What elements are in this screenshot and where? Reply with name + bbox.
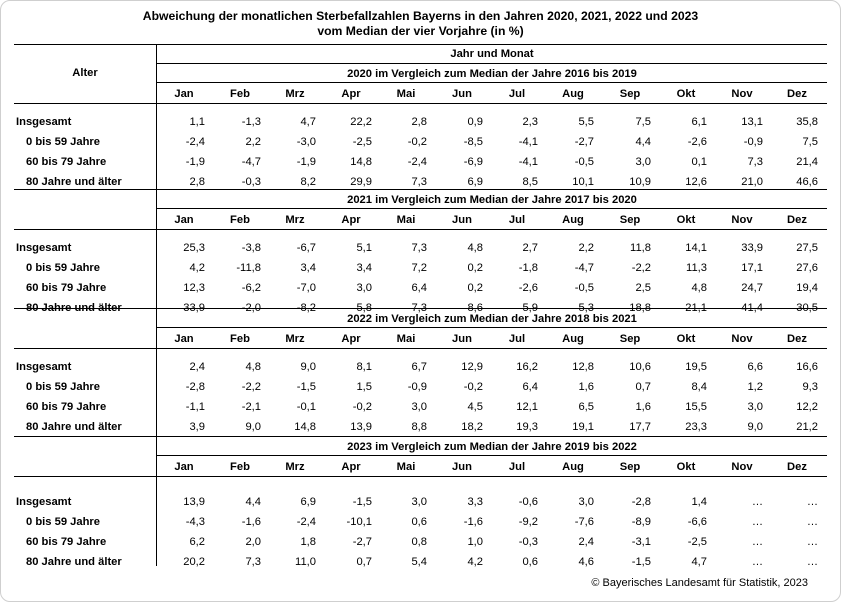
table-cell: 2,7	[522, 242, 538, 254]
table-cell: 0,7	[356, 556, 372, 568]
month-header: Jun	[452, 214, 472, 226]
section-rule	[14, 436, 827, 437]
row-label-age-group: 0 bis 59 Jahre	[26, 136, 101, 148]
table-cell: 0,9	[467, 116, 483, 128]
row-label-age-group: 80 Jahre und älter	[26, 556, 122, 568]
table-cell: …	[806, 536, 818, 548]
month-header: Dez	[787, 88, 807, 100]
table-cell: 4,7	[691, 556, 707, 568]
table-cell: 7,2	[411, 262, 427, 274]
table-cell: -1,5	[296, 381, 316, 393]
table-cell: 2,4	[578, 536, 594, 548]
table-cell: -1,9	[296, 156, 316, 168]
table-cell: -6,7	[296, 242, 316, 254]
table-cell: -0,1	[296, 401, 316, 413]
row-label-insgesamt: Insgesamt	[16, 116, 72, 128]
table-cell: 9,3	[802, 381, 818, 393]
month-header: Nov	[731, 214, 753, 226]
month-header: Mrz	[285, 88, 305, 100]
table-cell: 12,6	[685, 176, 707, 188]
table-cell: 27,5	[796, 242, 818, 254]
table-cell: 9,0	[747, 421, 763, 433]
month-header: Aug	[562, 461, 584, 473]
month-header: Sep	[619, 461, 641, 473]
table-cell: -2,8	[185, 381, 205, 393]
table-cell: 5,1	[356, 242, 372, 254]
table-cell: 8,8	[411, 421, 427, 433]
table-cell: …	[751, 516, 763, 528]
table-cell: 12,3	[183, 282, 205, 294]
table-cell: 7,3	[245, 556, 261, 568]
table-cell: -2,5	[352, 136, 372, 148]
month-header: Jun	[452, 88, 472, 100]
table-cell: 1,6	[578, 381, 594, 393]
table-cell: -11,8	[236, 262, 261, 274]
table-cell: 13,9	[350, 421, 372, 433]
month-rule	[14, 348, 827, 349]
table-cell: 5,4	[411, 556, 427, 568]
table-cell: 41,4	[741, 302, 763, 314]
table-cell: 8,2	[300, 176, 316, 188]
table-cell: 7,3	[747, 156, 763, 168]
table-cell: 6,7	[411, 361, 427, 373]
table-cell: 1,4	[691, 496, 707, 508]
table-cell: -3,1	[631, 536, 651, 548]
table-cell: 2,8	[411, 116, 427, 128]
table-cell: -4,1	[518, 156, 538, 168]
table-cell: 4,4	[245, 496, 261, 508]
table-cell: -4,1	[518, 136, 538, 148]
table-cell: -6,9	[463, 156, 483, 168]
month-header: Okt	[676, 461, 696, 473]
table-cell: 3,9	[189, 421, 205, 433]
table-cell: 7,3	[411, 176, 427, 188]
table-cell: 3,3	[467, 496, 483, 508]
table-cell: 18,8	[629, 302, 651, 314]
table-cell: -1,6	[241, 516, 261, 528]
table-cell: 2,4	[189, 361, 205, 373]
table-cell: -2,7	[352, 536, 372, 548]
table-cell: 25,3	[183, 242, 205, 254]
table-cell: -2,7	[574, 136, 594, 148]
table-cell: -2,5	[687, 536, 707, 548]
table-cell: 17,7	[629, 421, 651, 433]
table-cell: -2,2	[631, 262, 651, 274]
table-cell: -2,4	[185, 136, 205, 148]
table-cell: 10,1	[572, 176, 594, 188]
table-cell: -2,6	[687, 136, 707, 148]
table-cell: 15,5	[685, 401, 707, 413]
table-cell: 7,5	[802, 136, 818, 148]
row-label-insgesamt: Insgesamt	[16, 242, 72, 254]
table-cell: -2,1	[241, 401, 261, 413]
table-cell: 14,8	[294, 421, 316, 433]
table-cell: 0,2	[467, 282, 483, 294]
table-cell: 12,8	[572, 361, 594, 373]
month-header: Jan	[174, 214, 194, 226]
table-cell: -2,0	[241, 302, 261, 314]
table-cell: 12,2	[796, 401, 818, 413]
table-cell: -2,8	[631, 496, 651, 508]
table-cell: 33,9	[183, 302, 205, 314]
table-cell: 21,2	[796, 421, 818, 433]
month-header: Jul	[508, 88, 526, 100]
table-cell: 5,5	[578, 116, 594, 128]
table-cell: 2,2	[245, 136, 261, 148]
jahr-und-monat-header: Jahr und Monat	[450, 48, 534, 60]
table-cell: -6,6	[687, 516, 707, 528]
month-header: Aug	[562, 214, 584, 226]
month-header: Jan	[174, 333, 194, 345]
table-cell: -0,9	[407, 381, 427, 393]
table-cell: 6,9	[467, 176, 483, 188]
table-cell: 6,5	[578, 401, 594, 413]
table-cell: -7,0	[296, 282, 316, 294]
table-cell: 29,9	[350, 176, 372, 188]
jahr-monat-rule	[157, 63, 827, 64]
month-header: Nov	[731, 333, 753, 345]
table-cell: 8,4	[691, 381, 707, 393]
month-header: Apr	[341, 461, 361, 473]
table-cell: -6,2	[241, 282, 261, 294]
table-cell: 3,0	[578, 496, 594, 508]
table-cell: 0,1	[691, 156, 707, 168]
table-cell: 27,6	[796, 262, 818, 274]
table-cell: …	[751, 496, 763, 508]
month-header: Okt	[676, 333, 696, 345]
table-cell: 0,7	[635, 381, 651, 393]
table-cell: -0,5	[574, 282, 594, 294]
table-cell: 6,9	[300, 496, 316, 508]
table-cell: 6,2	[189, 536, 205, 548]
table-cell: …	[806, 516, 818, 528]
table-cell: 4,8	[691, 282, 707, 294]
table-cell: 24,7	[741, 282, 763, 294]
table-cell: -1,9	[185, 156, 205, 168]
table-cell: -4,3	[185, 516, 205, 528]
table-cell: 4,7	[300, 116, 316, 128]
month-header: Mai	[396, 333, 416, 345]
table-cell: -0,9	[743, 136, 763, 148]
table-cell: 1,5	[356, 381, 372, 393]
alter-header: Alter	[72, 67, 98, 79]
copyright-notice: © Bayerisches Landesamt für Statistik, 2023	[591, 577, 808, 589]
table-cell: -1,3	[241, 116, 261, 128]
table-cell: 3,0	[747, 401, 763, 413]
table-cell: 0,2	[467, 262, 483, 274]
table-cell: -0,6	[518, 496, 538, 508]
row-label-age-group: 60 bis 79 Jahre	[26, 401, 107, 413]
table-cell: …	[806, 556, 818, 568]
table-cell: 1,6	[635, 401, 651, 413]
table-title: Abweichung der monatlichen Sterbefallzahlen Bayerns in den Jahren 2020, 2021, 2022 und 2023	[142, 9, 699, 23]
month-header: Nov	[731, 461, 753, 473]
table-cell: -0,2	[407, 136, 427, 148]
table-cell: -2,2	[241, 381, 261, 393]
month-header: Feb	[230, 333, 250, 345]
month-header: Apr	[341, 88, 361, 100]
table-cell: 5,8	[356, 302, 372, 314]
table-cell: -4,7	[241, 156, 261, 168]
table-cell: 19,3	[516, 421, 538, 433]
table-cell: -0,2	[352, 401, 372, 413]
row-label-age-group: 0 bis 59 Jahre	[26, 262, 101, 274]
table-cell: -3,8	[241, 242, 261, 254]
table-subtitle: vom Median der vier Vorjahre (in %)	[317, 24, 524, 38]
table-cell: 1,1	[189, 116, 205, 128]
table-cell: 3,0	[411, 401, 427, 413]
table-cell: 19,5	[685, 361, 707, 373]
table-cell: -4,7	[574, 262, 594, 274]
table-cell: 6,1	[691, 116, 707, 128]
top-rule	[14, 44, 827, 45]
table-cell: 3,4	[356, 262, 372, 274]
table-cell: 10,9	[629, 176, 651, 188]
table-cell: …	[751, 536, 763, 548]
month-header: Mai	[396, 88, 416, 100]
table-cell: 2,5	[635, 282, 651, 294]
table-cell: -0,5	[574, 156, 594, 168]
section-title: 2020 im Vergleich zum Median der Jahre 2016 bis 2019	[347, 68, 637, 80]
month-header: Dez	[787, 461, 807, 473]
table-cell: 9,0	[300, 361, 316, 373]
month-header: Okt	[676, 214, 696, 226]
month-header: Sep	[619, 214, 641, 226]
section-title: 2021 im Vergleich zum Median der Jahre 2017 bis 2020	[347, 194, 637, 206]
table-cell: 35,8	[796, 116, 818, 128]
row-label-age-group: 80 Jahre und älter	[26, 176, 122, 188]
table-cell: 14,1	[685, 242, 707, 254]
month-header: Feb	[230, 461, 250, 473]
table-cell: 14,8	[350, 156, 372, 168]
table-cell: 3,0	[356, 282, 372, 294]
table-cell: -1,1	[185, 401, 205, 413]
row-label-age-group: 60 bis 79 Jahre	[26, 282, 107, 294]
row-label-insgesamt: Insgesamt	[16, 361, 72, 373]
table-cell: -2,6	[518, 282, 538, 294]
table-cell: 2,2	[578, 242, 594, 254]
month-header: Jan	[174, 461, 194, 473]
table-cell: 8,6	[467, 302, 483, 314]
month-header: Mrz	[285, 461, 305, 473]
table-cell: 19,4	[796, 282, 818, 294]
month-header: Jan	[174, 88, 194, 100]
table-cell: 0,6	[411, 516, 427, 528]
month-header: Mrz	[285, 214, 305, 226]
table-cell: -8,5	[463, 136, 483, 148]
month-header: Dez	[787, 214, 807, 226]
row-label-age-group: 60 bis 79 Jahre	[26, 156, 107, 168]
table-cell: 6,6	[747, 361, 763, 373]
table-cell: 16,6	[796, 361, 818, 373]
month-header: Feb	[230, 88, 250, 100]
table-cell: 11,3	[686, 262, 707, 274]
month-header: Aug	[562, 88, 584, 100]
table-cell: 13,9	[183, 496, 205, 508]
month-header: Mrz	[285, 333, 305, 345]
table-cell: 12,9	[461, 361, 483, 373]
table-cell: 4,8	[467, 242, 483, 254]
table-cell: 9,0	[245, 421, 261, 433]
month-header: Dez	[787, 333, 807, 345]
month-rule	[14, 229, 827, 230]
table-cell: 7,3	[411, 302, 427, 314]
month-rule	[14, 476, 827, 477]
table-cell: 30,5	[796, 302, 818, 314]
row-label-age-group: 80 Jahre und älter	[26, 302, 122, 314]
table-cell: 4,4	[635, 136, 651, 148]
table-cell: 4,2	[467, 556, 483, 568]
section-title: 2023 im Vergleich zum Median der Jahre 2019 bis 2022	[347, 441, 637, 453]
table-cell: 12,1	[516, 401, 538, 413]
table-cell: -7,6	[574, 516, 594, 528]
table-cell: -1,8	[518, 262, 538, 274]
table-cell: 1,8	[300, 536, 316, 548]
section-rule	[14, 308, 827, 309]
month-header: Jun	[452, 333, 472, 345]
table-cell: 22,2	[350, 116, 372, 128]
table-cell: -1,5	[631, 556, 651, 568]
table-cell: 8,1	[356, 361, 372, 373]
row-label-age-group: 0 bis 59 Jahre	[26, 381, 101, 393]
table-cell: 11,8	[630, 242, 651, 254]
month-header: Mai	[396, 214, 416, 226]
table-cell: 21,0	[741, 176, 763, 188]
table-cell: 4,8	[245, 361, 261, 373]
table-cell: 2,3	[522, 116, 538, 128]
table-cell: 8,5	[522, 176, 538, 188]
table-cell: 4,2	[189, 262, 205, 274]
table-cell: -2,4	[407, 156, 427, 168]
table-cell: 10,6	[629, 361, 651, 373]
row-label-age-group: 0 bis 59 Jahre	[26, 516, 101, 528]
table-cell: 21,4	[796, 156, 818, 168]
label-column-divider	[156, 44, 157, 566]
section-title-rule	[157, 208, 827, 209]
table-cell: 1,0	[467, 536, 483, 548]
month-header: Apr	[341, 214, 361, 226]
table-cell: -1,5	[352, 496, 372, 508]
table-cell: 23,3	[685, 421, 707, 433]
month-header: Sep	[619, 88, 641, 100]
month-header: Feb	[230, 214, 250, 226]
month-header: Sep	[619, 333, 641, 345]
month-header: Apr	[341, 333, 361, 345]
table-cell: 18,2	[461, 421, 483, 433]
section-title-rule	[157, 82, 827, 83]
table-cell: 5,3	[578, 302, 594, 314]
table-cell: -0,3	[518, 536, 538, 548]
table-cell: -10,1	[346, 516, 372, 528]
table-cell: 3,0	[635, 156, 651, 168]
table-cell: 2,8	[189, 176, 205, 188]
table-cell: 16,2	[516, 361, 538, 373]
row-label-age-group: 80 Jahre und älter	[26, 421, 122, 433]
table-cell: 46,6	[796, 176, 818, 188]
month-rule	[14, 103, 827, 104]
table-cell: 6,4	[411, 282, 427, 294]
month-header: Aug	[562, 333, 584, 345]
table-cell: 4,6	[578, 556, 594, 568]
month-header: Mai	[396, 461, 416, 473]
table-cell: 0,8	[411, 536, 427, 548]
table-cell: -8,2	[296, 302, 316, 314]
table-cell: 7,3	[411, 242, 427, 254]
month-header: Nov	[731, 88, 753, 100]
table-cell: 5,9	[522, 302, 538, 314]
table-cell: 13,1	[741, 116, 763, 128]
table-cell: -1,6	[463, 516, 483, 528]
table-cell: 33,9	[741, 242, 763, 254]
month-header: Jul	[508, 333, 526, 345]
section-title: 2022 im Vergleich zum Median der Jahre 2018 bis 2021	[347, 313, 637, 325]
table-cell: 7,5	[635, 116, 651, 128]
table-cell: 21,1	[685, 302, 707, 314]
row-label-insgesamt: Insgesamt	[16, 496, 72, 508]
table-cell: -0,2	[463, 381, 483, 393]
table-cell: …	[806, 496, 818, 508]
table-cell: 20,2	[183, 556, 205, 568]
section-title-rule	[157, 455, 827, 456]
section-title-rule	[157, 327, 827, 328]
table-cell: 17,1	[741, 262, 763, 274]
table-cell: 19,1	[572, 421, 594, 433]
table-cell: 2,0	[245, 536, 261, 548]
table-cell: 0,6	[522, 556, 538, 568]
table-cell: -0,3	[241, 176, 261, 188]
section-rule	[14, 189, 827, 190]
table-cell: -3,0	[296, 136, 316, 148]
table-cell: 1,2	[747, 381, 763, 393]
table-cell: -9,2	[518, 516, 538, 528]
table-cell: 3,4	[300, 262, 316, 274]
table-cell: 6,4	[522, 381, 538, 393]
table-cell: 11,0	[295, 556, 316, 568]
row-label-age-group: 60 bis 79 Jahre	[26, 536, 107, 548]
month-header: Okt	[676, 88, 696, 100]
table-cell: …	[751, 556, 763, 568]
table-cell: -2,4	[296, 516, 316, 528]
table-cell: 4,5	[467, 401, 483, 413]
table-cell: -8,9	[631, 516, 651, 528]
month-header: Jul	[508, 214, 526, 226]
month-header: Jul	[508, 461, 526, 473]
month-header: Jun	[452, 461, 472, 473]
table-cell: 3,0	[411, 496, 427, 508]
